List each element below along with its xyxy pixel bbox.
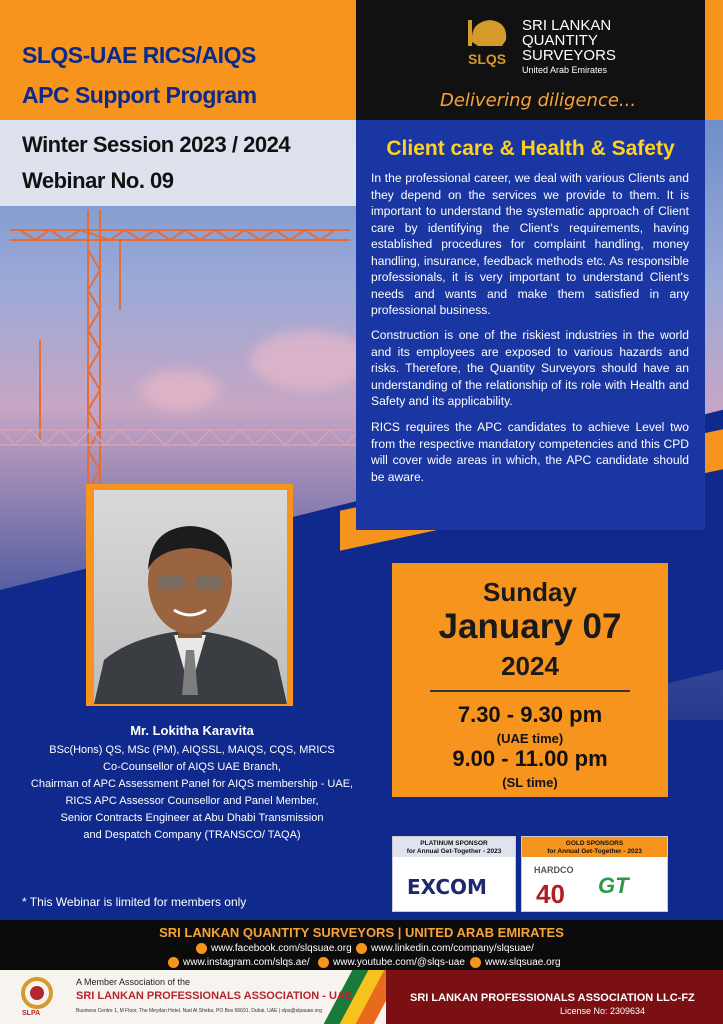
members-only-note: * This Webinar is limited for members only bbox=[22, 895, 247, 909]
logo-subtitle: United Arab Emirates bbox=[522, 65, 608, 75]
content-paragraph: RICS requires the APC candidates to achieve Level two from the respective mandatory competencies and this CPD will cover wide areas in which, the APC candidate should be aware. bbox=[371, 420, 689, 484]
speaker-name: Mr. Lokitha Karavita bbox=[130, 723, 254, 738]
instagram-link[interactable] bbox=[168, 957, 310, 968]
time-uae: 7.30 - 9.30 pm bbox=[457, 702, 603, 727]
time-sl: 9.00 - 11.00 pm bbox=[452, 746, 608, 771]
logo-line-1: SRI LANKAN bbox=[522, 17, 612, 34]
tagline: Delivering diligence... bbox=[440, 90, 637, 111]
organization-name: SRI LANKAN QUANTITY SURVEYORS | UNITED ARAB EMIRATES bbox=[159, 925, 564, 940]
timezone-sl: (SL time) bbox=[502, 775, 558, 790]
excom-logo: EXCOM bbox=[407, 875, 487, 899]
youtube-icon bbox=[318, 957, 329, 968]
slqs-lion-logo-icon bbox=[462, 12, 518, 74]
timezone-uae: (UAE time) bbox=[496, 731, 564, 746]
event-day: Sunday bbox=[483, 577, 577, 607]
hardco-logo: HARDCO bbox=[534, 865, 574, 875]
date-divider bbox=[430, 690, 630, 692]
session-title: Winter Session 2023 / 2024 bbox=[22, 132, 291, 157]
facebook-url: www.facebook.com/slqsuae.org bbox=[211, 943, 352, 955]
linkedin-url: www.linkedin.com/company/slqsuae/ bbox=[371, 943, 534, 955]
slqs-logo-text bbox=[522, 18, 616, 78]
youtube-url: www.youtube.com/@slqs-uae bbox=[333, 957, 465, 969]
speaker-credential: Chairman of APC Assessment Panel for AIQS membership - UAE, bbox=[30, 778, 354, 790]
event-year: 2024 bbox=[501, 651, 559, 681]
globe-icon bbox=[470, 957, 481, 968]
svg-text:SLQS: SLQS bbox=[468, 51, 507, 67]
association-llc: SRI LANKAN PROFESSIONALS ASSOCIATION LLC-FZ bbox=[410, 992, 695, 1004]
speaker-portrait-icon bbox=[94, 490, 287, 704]
gt-logo: GT bbox=[598, 873, 629, 898]
content-paragraph: In the professional career, we deal with various Clients and they depend on the services we provide to them. It is important to understand the systematic approach of Client care by identifying the Client's requirements, having established procedures for complaint handling, money handling, insurance, feedback methods etc. As responsible professionals, it is very important to understand Client's needs and wants and make them satisfied in any professional business. bbox=[371, 171, 689, 317]
website-url: www.slqsuae.org bbox=[485, 957, 561, 969]
hardco-40-years-icon bbox=[534, 875, 574, 909]
speaker-credential: Co-Counsellor of AIQS UAE Branch, bbox=[103, 761, 281, 773]
speaker-photo bbox=[94, 490, 287, 704]
youtube-link[interactable] bbox=[318, 957, 465, 968]
facebook-icon bbox=[196, 943, 207, 954]
platinum-sponsor-card bbox=[392, 836, 516, 912]
platinum-sponsor-title: PLATINUM SPONSOR bbox=[420, 840, 488, 847]
header-orange-strip bbox=[705, 0, 723, 120]
instagram-url: www.instagram.com/slqs.ae/ bbox=[183, 957, 310, 969]
speaker-credential: RICS APC Assessor Counsellor and Panel Member, bbox=[65, 795, 319, 807]
facebook-link[interactable] bbox=[196, 943, 352, 954]
slpa-logo-icon bbox=[20, 976, 54, 1010]
license-number: License No: 2309634 bbox=[560, 1006, 646, 1016]
linkedin-link[interactable] bbox=[356, 943, 534, 954]
website-link[interactable] bbox=[470, 957, 561, 968]
logo-line-3: SURVEYORS bbox=[522, 47, 616, 64]
topic-heading: Client care & Health & Safety bbox=[386, 137, 675, 160]
event-date: January 07 bbox=[438, 607, 622, 646]
program-subtitle: APC Support Program bbox=[22, 82, 257, 108]
logo-line-2: QUANTITY bbox=[522, 32, 598, 49]
platinum-sponsor-sub: for Annual Get-Together - 2023 bbox=[406, 848, 502, 855]
association-name: SRI LANKAN PROFESSIONALS ASSOCIATION - UAE bbox=[76, 990, 353, 1002]
gold-sponsor-title: GOLD SPONSORS bbox=[565, 840, 624, 847]
speaker-credential: BSc(Hons) QS, MSc (PM), AIQSSL, MAIQS, CQS, MRICS bbox=[49, 744, 335, 756]
instagram-icon bbox=[168, 957, 179, 968]
gold-sponsor-card bbox=[521, 836, 668, 912]
gold-sponsor-sub: for Annual Get-Together - 2023 bbox=[547, 848, 642, 855]
svg-text:40: 40 bbox=[536, 879, 565, 909]
gold-sponsor-header bbox=[522, 837, 667, 857]
member-association-label: A Member Association of the bbox=[76, 977, 191, 987]
content-paragraph: Construction is one of the riskiest industries in the world and its employees are exposed to various hazards and risks. Therefore, the Quantity Surveyors should have an understanding of the relationship of its role with Health and Safety and its applicability. bbox=[371, 328, 689, 408]
speaker-credential: and Despatch Company (TRANSCO/ TAQA) bbox=[83, 829, 301, 841]
slpa-logo-text: SLPA bbox=[22, 1010, 41, 1017]
association-address: Business Centre 1, M Floor, The Meydan Hotel, Nad Al Sheba, PO Box 66691, Dubai, UAE | slpa@slpauae.org bbox=[76, 1008, 322, 1014]
program-title: SLQS-UAE RICS/AIQS bbox=[22, 42, 256, 68]
platinum-sponsor-header bbox=[393, 837, 515, 857]
speaker-credential: Senior Contracts Engineer at Abu Dhabi Transmission bbox=[60, 812, 324, 824]
linkedin-icon bbox=[356, 943, 367, 954]
webinar-number: Webinar No. 09 bbox=[22, 168, 174, 193]
